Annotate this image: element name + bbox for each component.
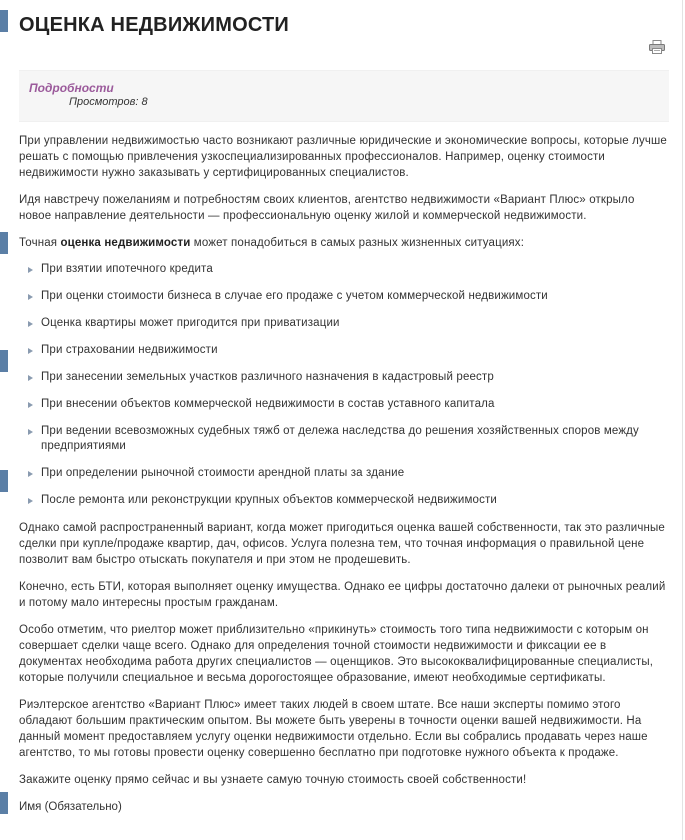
rail-marker [0,10,8,32]
list-item-text: При оценки стоимости бизнеса в случае его продаже с учетом коммерческой недвижимости [41,290,548,302]
paragraph-1: При управлении недвижимостью часто возникают различные юридические и экономические вопросы, которые лучше решать с помощью привлечения узкоспециализированных профессионалов. Например, оценку стоимости недвижимости нужно заказывать у сертифицированных специалистов. [19,135,667,179]
view-count: Просмотров: 8 [69,96,148,108]
bullet-arrow-icon [28,498,33,504]
situations-list [19,262,669,508]
list-item-text: После ремонта или реконструкции крупных объектов коммерческой недвижимости [41,494,497,506]
list-item [19,424,669,454]
bullet-arrow-icon [28,375,33,381]
page-title: ОЦЕНКА НЕДВИЖИМОСТИ [19,14,290,36]
bullet-arrow-icon [28,267,33,273]
rail-marker [0,792,8,814]
bullet-arrow-icon [28,402,33,408]
list-item [19,466,669,481]
bullet-arrow-icon [28,321,33,327]
name-field-label: Имя (Обязательно) [19,801,122,813]
list-item [19,289,669,304]
paragraph-3-end: может понадобиться в самых разных жизненных ситуациях: [190,237,525,249]
paragraph-2: Идя навстречу пожеланиям и потребностям своих клиентов, агентство недвижимости «Вариант Плюс» открыло новое направление деятельности — профессиональную оценку жилой и коммерческой недвижимости. [19,194,635,222]
list-item-text: При страховании недвижимости [41,344,218,356]
rail-marker [0,350,8,372]
list-item [19,262,669,277]
paragraph-8: Закажите оценку прямо сейчас и вы узнаете самую точную стоимость своей собственности! [19,774,527,786]
printer-icon[interactable] [649,40,665,54]
bold-term: оценка недвижимости [60,237,191,249]
list-item [19,343,669,358]
list-item [19,316,669,331]
list-item-text: При внесении объектов коммерческой недвижимости в состав уставного капитала [41,398,495,410]
list-item-text: При занесении земельных участков различного назначения в кадастровый реестр [41,371,494,383]
rail-marker [0,232,8,254]
list-item-text: Оценка квартиры может пригодится при приватизации [41,317,340,329]
paragraph-7: Риэлтерское агентство «Вариант Плюс» имеет таких людей в своем штате. Все наши эксперты помимо этого обладают большим практическим опытом. Вы можете быть уверены в точности оценки вашей недвижимости. На данный момент предоставляем услугу оценки недвижимости отдельно. Если вы собрались продавать через наше агентство, то мы готовы провести оценку совершенно бесплатно при подготовке нужного объекта к продаже. [19,699,648,759]
paragraph-3-start: Точная [19,237,61,249]
paragraph-4: Однако самой распространенный вариант, когда может пригодиться оценка вашей собственности, так это различные сделки при купле/продаже квартир, дач, офисов. Услуга полезна тем, что точная информация о правильной цене позволит вам быстро отыскать покупателя и при этом не продешевить. [19,522,665,566]
right-border [682,0,683,840]
bullet-arrow-icon [28,429,33,435]
list-item-text: При определении рыночной стоимости арендной платы за здание [41,467,405,479]
bullet-arrow-icon [28,471,33,477]
paragraph-6: Особо отметим, что риелтор может приблизительно «прикинуть» стоимость того типа недвижимости с которым он совершает сделки чаще всего. Однако для определения точной стоимости недвижимости и фиксации ее в документах необходима работа других специалистов — оценщиков. Это высококвалифицированные специалисты, которые получили специальное и весьма дорогостоящее образование, имеют необходимые сертификаты. [19,624,654,684]
article [19,0,669,815]
bullet-arrow-icon [28,294,33,300]
rail-marker [0,470,8,492]
list-item [19,493,669,508]
list-item-text: При взятии ипотечного кредита [41,263,213,275]
list-item-text: При ведении всевозможных судебных тяжб от дележа наследства до решения хозяйственных споров между предприятиями [41,425,639,452]
list-item [19,370,669,385]
left-rail [0,0,8,840]
paragraph-5: Конечно, есть БТИ, которая выполняет оценку имущества. Однако ее цифры достаточно далеки от рыночных реалий и потому мало интересны простым гражданам. [19,581,666,609]
list-item [19,397,669,412]
article-details [19,70,669,122]
bullet-arrow-icon [28,348,33,354]
paragraph-3 [19,235,669,251]
details-title: Подробности [29,81,114,95]
